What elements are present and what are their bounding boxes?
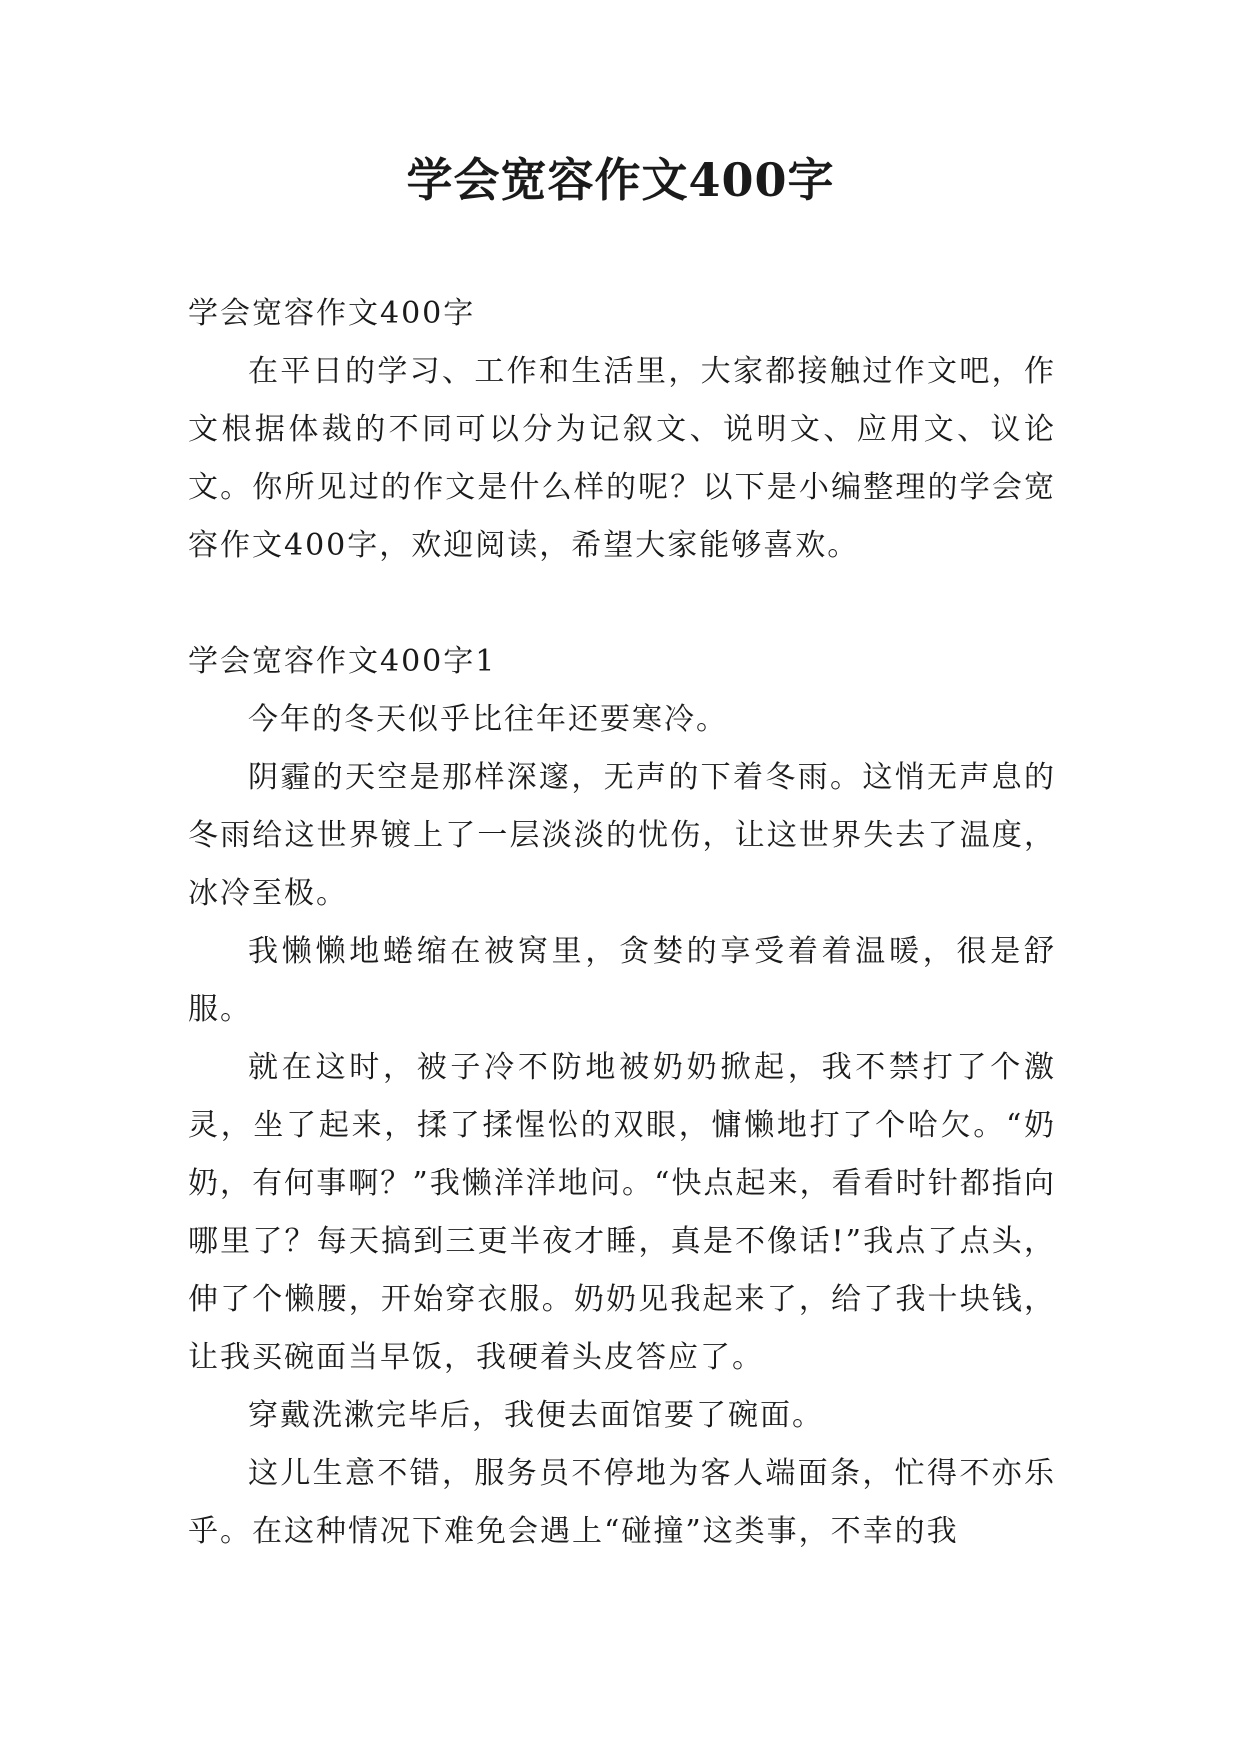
section-heading: 学会宽容作文400字1 (188, 644, 497, 679)
body-paragraph: 阴霾的天空是那样深邃，无声的下着冬雨。这悄无声息的冬雨给这世界镀上了一层淡淡的忧伤，让这世界失去了温度，冰冷至极。 (188, 760, 1056, 911)
body-paragraph: 今年的冬天似乎比往年还要寒冷。 (248, 702, 728, 737)
body-paragraph: 我懒懒地蜷缩在被窝里，贪婪的享受着着温暖，很是舒服。 (188, 934, 1056, 1027)
document-title: 学会宽容作文400字 (406, 153, 835, 207)
body-paragraph: 就在这时，被子冷不防地被奶奶掀起，我不禁打了个激灵，坐了起来，揉了揉惺忪的双眼，慵懒地打了个哈欠。“奶奶，有何事啊？”我懒洋洋地问。“快点起来，看看时针都指向哪里了？每天搞到三更半夜才睡，真是不像话!”我点了点头，伸了个懒腰，开始穿衣服。奶奶见我起来了，给了我十块钱，让我买碗面当早饭，我硬着头皮答应了。 (188, 1050, 1056, 1375)
body-paragraph: 穿戴洗漱完毕后，我便去面馆要了碗面。 (248, 1398, 824, 1433)
paragraph-spacer (188, 575, 1056, 633)
body-paragraph: 这儿生意不错，服务员不停地为客人端面条，忙得不亦乐乎。在这种情况下难免会遇上“碰撞”这类事，不幸的我 (188, 1456, 1056, 1549)
intro-paragraph: 在平日的学习、工作和生活里，大家都接触过作文吧，作文根据体裁的不同可以分为记叙文、说明文、应用文、议论文。你所见过的作文是什么样的呢？以下是小编整理的学会宽容作文400字，欢迎阅读，希望大家能够喜欢。 (188, 354, 1056, 563)
subtitle-line: 学会宽容作文400字 (188, 296, 476, 331)
document-body (188, 285, 1056, 1561)
